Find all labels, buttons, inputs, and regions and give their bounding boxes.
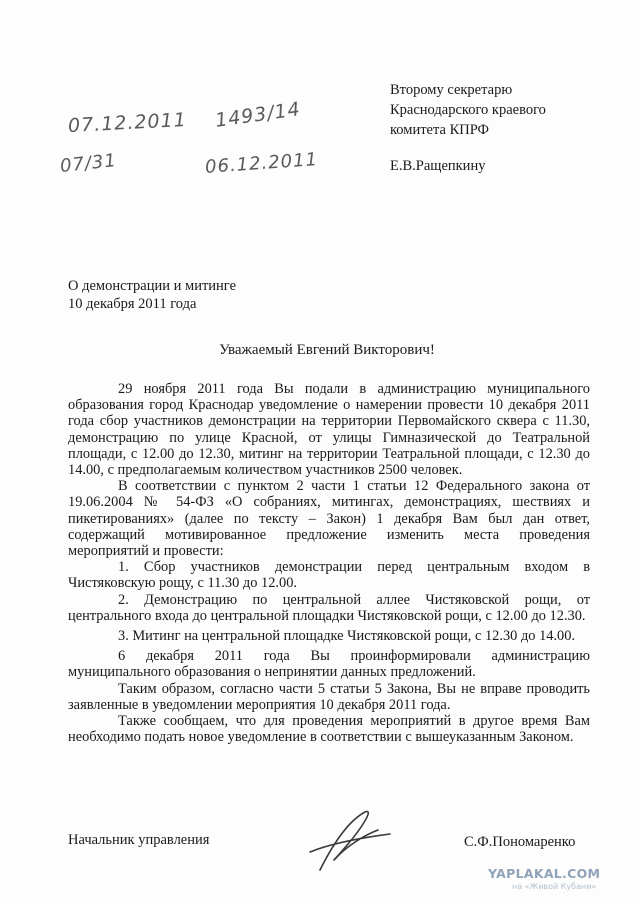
handwritten-signature (290, 800, 400, 880)
addressee-name: Е.В.Ращепкину (390, 158, 486, 174)
paragraph-8: Также сообщаем, что для проведения мероприятий в другое время Вам необходимо подать новое уведомление в соответствии с вышеуказанным Законом. (68, 713, 590, 746)
paragraph-4: 2. Демонстрацию по центральной аллее Чистяковской рощи, от центрального входа до центральной площадки Чистяковской рощи, с 12.00 до 12.30. (68, 591, 590, 624)
handwritten-date-bottom: 06.12.2011 (204, 149, 319, 178)
addressee-block (390, 80, 546, 176)
subject-line-2: 10 декабря 2011 года (68, 296, 197, 312)
paragraph-7: Таким образом, согласно части 5 статьи 5 Закона, Вы не вправе проводить заявленные в уведомлении мероприятия 10 декабря 2011 года. (68, 680, 590, 713)
addressee-line-2: Краснодарского краевого (390, 102, 546, 118)
addressee-line-1: Второму секретарю (390, 82, 513, 98)
subject-line-1: О демонстрации и митинге (68, 278, 237, 294)
watermark: YAPLAKAL.COM (488, 866, 601, 881)
paragraph-2: В соответствии с пунктом 2 части 1 статьи 12 Федерального закона от 19.06.2004 № 54-ФЗ «О собраниях, митингах, демонстрациях, шествиях и пикетированиях» (далее по тексту – Закон) 1 декабря Вам был дан ответ, содержащий мотивированное предложение изменить места проведения мероприятий и провести: (68, 478, 590, 560)
signer-name: С.Ф.Пономаренко (464, 834, 576, 850)
addressee-line-3: комитета КПРФ (390, 122, 489, 138)
handwritten-outgoing-number: 07/31 (59, 150, 118, 177)
letter-body (68, 381, 590, 745)
signer-position: Начальник управления (68, 832, 210, 848)
paragraph-3: 1. Сбор участников демонстрации перед центральным входом в Чистяковскую рощу, с 11.30 до 12.00. (68, 559, 590, 592)
paragraph-6: 6 декабря 2011 года Вы проинформировали администрацию муниципального образования о непринятии данных предложений. (68, 648, 590, 681)
paragraph-5: 3. Митинг на центральной площадке Чистяковской рощи, с 12.30 до 14.00. (118, 628, 576, 645)
watermark-subtitle: на «Живой Кубани» (512, 882, 597, 891)
subject-block (68, 277, 236, 313)
paragraph-1: 29 ноября 2011 года Вы подали в администрацию муниципального образования город Краснодар уведомление о намерении провести 10 декабря 2011 года сбор участников демонстрации на территории Первомайского сквера с 11.30, демонстрацию по улице Красной, от улицы Гимназической до Театральной площади, с 12.00 до 12.30, митинг на территории Театральной площади, с 12.30 до 14.00, с предполагаемым количеством участников 2500 человек. (68, 381, 590, 479)
handwritten-date-top: 07.12.2011 (67, 108, 188, 138)
handwritten-reg-number: 1493/14 (213, 98, 303, 132)
greeting: Уважаемый Евгений Викторович! (219, 342, 435, 358)
